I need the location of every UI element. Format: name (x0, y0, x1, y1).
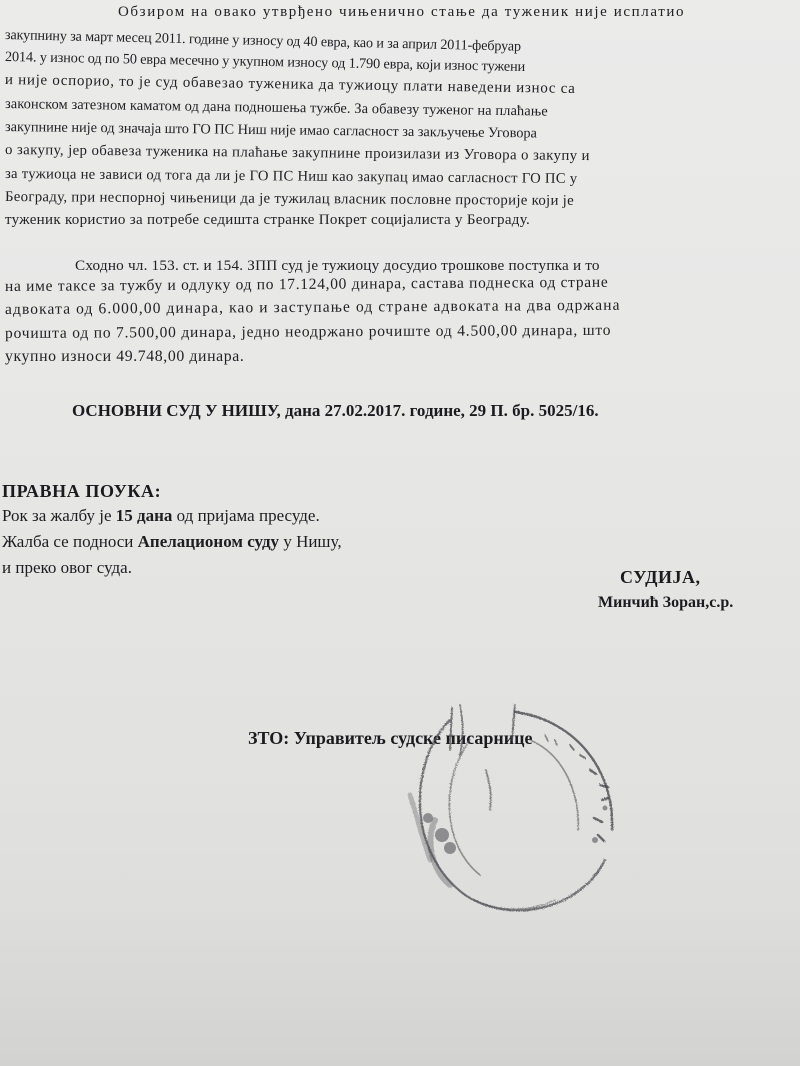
paragraph1-line-5: законском затезном каматом од дана подношења тужбе. За обавезу туженог на плаћање (4, 96, 548, 120)
legal-advice-line-2-pre: Жалба се подноси (2, 532, 138, 551)
clerk-line: ЗТО: Управитељ судске писарнице (248, 728, 533, 748)
legal-advice-line-2 (2, 532, 342, 552)
appeal-court: Апелационом суду (137, 532, 280, 551)
appeal-deadline: 15 дана (115, 506, 173, 525)
paragraph1-line-9: Београду, при неспорној чињеници да је тужилац власник пословне просторије који је (4, 189, 575, 209)
paragraph1-line-2: закупнину за март месец 2011. године у износу од 40 евра, као и за април 2011-фебруар (4, 27, 522, 55)
legal-advice-title: ПРАВНА ПОУКА: (2, 481, 162, 501)
paragraph1-line-3: 2014. у износ од по 50 евра месечно у укупном износу од 1.790 евра, који износ тужени (4, 49, 526, 75)
paragraph2-line-3: адвоката од 6.000,00 динара, као и заступање од стране адвоката на два одржана (4, 296, 621, 318)
paragraph1-line-10: туженик користио за потребе седишта странке Покрет социјалиста у Београду. (5, 212, 531, 228)
paragraph1-line-7: о закупу, јер обавеза туженика на плаћање закупнине произилази из Уговора о закупу и (4, 142, 590, 165)
legal-advice-line-1-post: од пријама пресуде. (172, 506, 320, 525)
legal-advice-line-1-pre: Рок за жалбу је (2, 506, 116, 525)
court-date-line: ОСНОВНИ СУД У НИШУ, дана 27.02.2017. године, 29 П. бр. 5025/16. (72, 401, 599, 420)
legal-advice-line-1 (2, 506, 320, 526)
paragraph2-line-4: рочишта од по 7.500,00 динара, једно неодржано рочиште од 4.500,00 динара, што (4, 321, 612, 342)
paragraph1-line-6: закупнине није од значаја што ГО ПС Ниш није имао сагласност за закључење Уговора (4, 119, 538, 142)
court-stamp (380, 700, 640, 930)
judge-title: СУДИЈА, (620, 567, 701, 587)
paragraph1-line-8: за тужиоца не зависи од тога да ли је ГО ПС Ниш као закупац имао сагласност ГО ПС у (4, 166, 578, 187)
paragraph1-line-1: Обзиром на овако утврђено чињенично стање да туженик није исплатио (118, 4, 686, 20)
judge-name: Минчић Зоран,с.р. (598, 594, 734, 611)
paragraph1-line-4: и није оспорио, то је суд обавезао туженика да тужиоцу плати наведени износ са (4, 72, 576, 97)
paper-shadow (0, 900, 800, 1066)
legal-advice-line-2-post: у Нишу, (279, 532, 342, 551)
paragraph2-line-1: Сходно чл. 153. ст. и 154. ЗПП суд је тужиоцу досудио трошкове поступка и то (75, 257, 600, 274)
legal-advice-line-3: и преко овог суда. (2, 558, 132, 577)
paragraph2-line-2: на име таксе за тужбу и одлуку од по 17.124,00 динара, састава поднеска од стране (4, 273, 609, 295)
paragraph2-line-5: укупно износи 49.748,00 динара. (5, 348, 245, 365)
